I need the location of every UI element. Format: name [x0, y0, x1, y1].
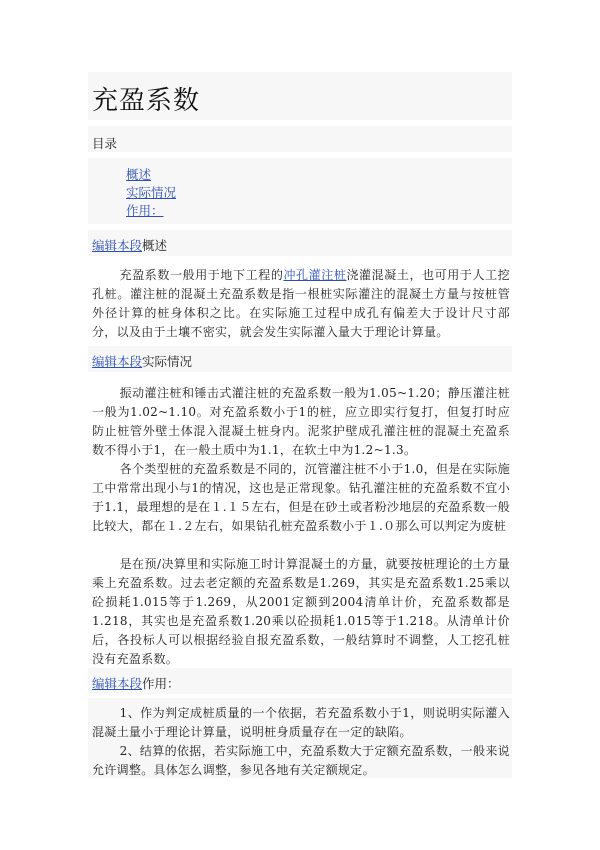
paragraph-overview: [92, 266, 510, 342]
section-title: 概述: [142, 238, 168, 253]
toc-label: 目录: [92, 136, 118, 151]
paragraph-actual-3: 是在预/决算里和实际施工时计算混凝土的方量，就要按桩理论的土方量乘上充盈系数。过去老定额的充盈系数是1.269，其实是充盈系数1.25乘以砼损耗1.015等于1.269，从2001定额到2004清单计价，充盈系数都是1.218，其实也是充盈系数1.20乘以砼损耗1.015等于1.218。从清单计价后，各投标人可以根据经验自报充盈系数，一般结算时不调整，人工挖孔桩没有充盈系数。: [92, 557, 510, 666]
edit-section-link[interactable]: 编辑本段: [92, 354, 143, 369]
bored-pile-link[interactable]: 冲孔灌注桩: [283, 268, 347, 282]
toc-link-actual-situation[interactable]: 实际情况: [126, 185, 177, 200]
paragraph-function-1: 1、作为判定成桩质量的一个依据，若充盈系数小于1，则说明实际灌入混凝土量小于理论计算量，说明桩身质量存在一定的缺陷。: [92, 706, 510, 739]
paragraph-text: 充盈系数一般用于地下工程的: [119, 268, 284, 282]
paragraph-function-2: 2、结算的依据，若实际施工中，充盈系数大于定额充盈系数，一般来说允许调整。具体怎么调整，参见各地有关定额规定。: [92, 744, 510, 777]
paragraph-actual-2: 各个类型桩的充盈系数是不同的，沉管灌注桩不小于1.0，但是在实际施工中常常出现小与1的情况，这也是正常现象。钻孔灌注桩的充盈系数不宜小于1.1，最理想的是在１.１５左右，但是在砂土或者粉沙地层的充盈系数一般比较大，都在１.２左右，如果钻孔桩充盈系数小于１.０那么可以判定为废桩: [92, 462, 510, 533]
section-title: 实际情况: [142, 354, 193, 369]
section-heading-actual-situation: [92, 352, 192, 370]
edit-section-link[interactable]: 编辑本段: [92, 676, 143, 691]
page-title: 充盈系数: [92, 86, 201, 116]
section-heading-function: [92, 674, 180, 692]
toc-link-overview[interactable]: 概述: [126, 167, 152, 182]
table-of-contents: [126, 166, 176, 220]
toc-label-band: [88, 126, 512, 152]
paragraph-text: 浇灌混凝土，也可用于人工挖孔桩。灌注桩的混凝土充盈系数是指一根桩实际灌注的混凝土方量与按桩管外径计算的桩身体积之比。在实际施工过程中成孔有偏差大于设计尺寸部分，以及由于土壤不密实，就会发生实际灌入量大于理论计算量。: [92, 268, 510, 339]
paragraph-actual-1: 振动灌注桩和锤击式灌注桩的充盈系数一般为1.05~1.20；静压灌注桩一般为1.02~1.10。对充盈系数小于1的桩，应立即实行复打，但复打时应防止桩管外壁土体混入混凝土桩身内。泥浆护壁成孔灌注桩的混凝土充盈系数不得小于1，在一般土质中为1.1，在软土中为1.2~1.3。: [92, 386, 510, 457]
section-heading-overview: [92, 236, 167, 254]
section-title: 作用：: [142, 676, 180, 691]
toc-link-function[interactable]: 作用：: [126, 203, 164, 218]
edit-section-link[interactable]: 编辑本段: [92, 238, 143, 253]
